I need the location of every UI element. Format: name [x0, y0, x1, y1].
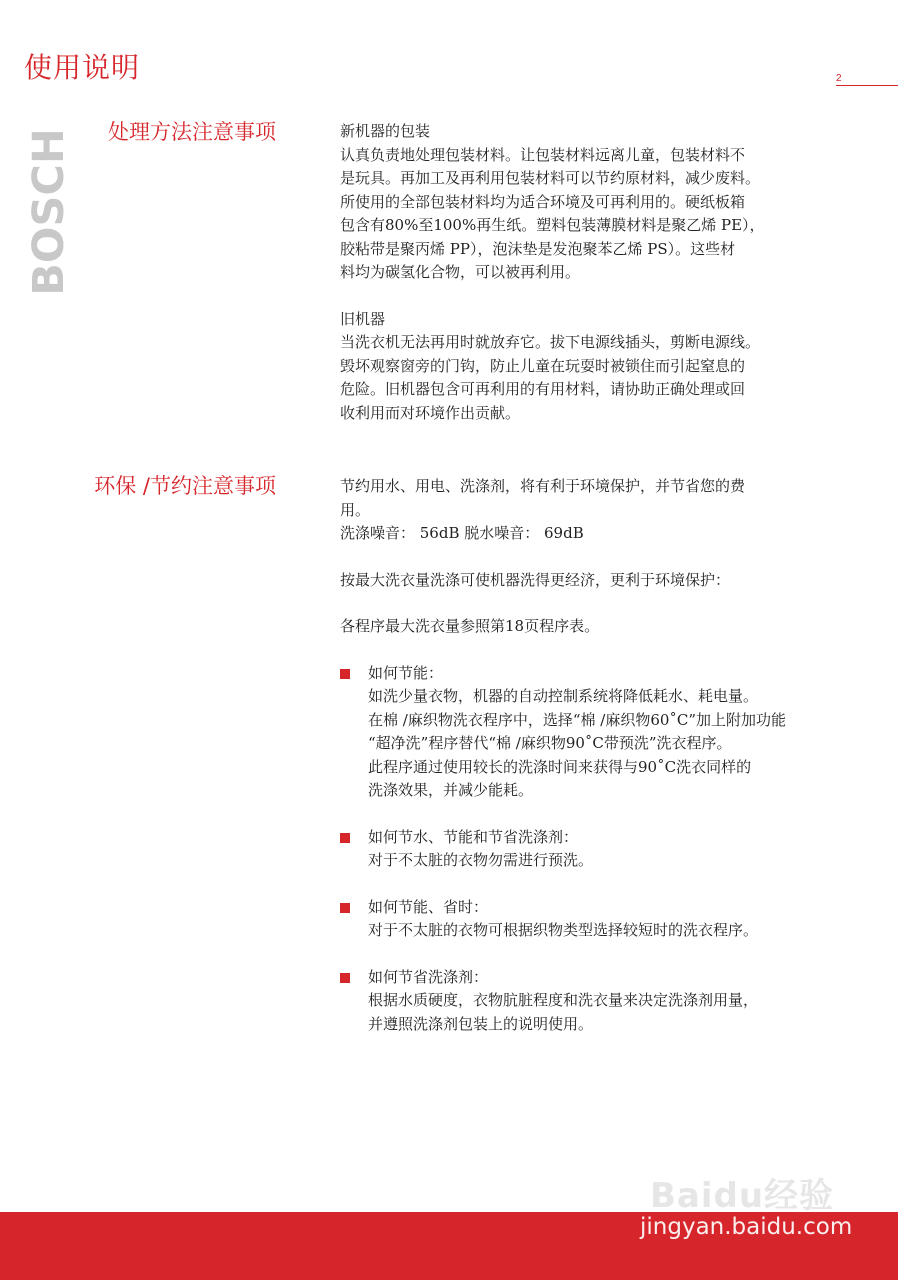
- disposal-section-body: [340, 120, 860, 425]
- new-machine-packaging-paragraph: 新机器的包装 认真负责地处理包装材料。让包装材料远离儿童，包装材料不 是玩具。再加工及再利用包装材料可以节约原材料，减少废料。 所使用的全部包装材料均为适合环境及可再利用的。硬纸板箱 包含有80%至100%再生纸。塑料包装薄膜材料是聚乙烯 PE）， 胶粘带是聚丙烯 PP），泡沫垫是发泡聚苯乙烯 PS）。这些材 料均为碳氢化合物，可以被再利用。: [340, 122, 765, 281]
- bosch-logo-text: BOSCH: [24, 128, 74, 296]
- bullet-square-icon: [340, 903, 350, 913]
- baidu-watermark-logo: Baidu经验: [650, 1176, 835, 1216]
- page-number: 2: [836, 73, 898, 86]
- bullet-square-icon: [340, 833, 350, 843]
- list-item-text: 如何节水、节能和节省洗涤剂： 对于不太脏的衣物勿需进行预洗。: [368, 827, 594, 869]
- list-item-text: 如何节能、省时： 对于不太脏的衣物可根据织物类型选择较短时的洗衣程序。: [368, 897, 759, 939]
- section-title-disposal: 处理方法注意事项: [108, 120, 276, 144]
- list-item-text: 如何节能： 如洗少量衣物，机器的自动控制系统将降低耗水、耗电量。 在棉 /麻织物洗衣程序中，选择“棉 /麻织物60˚C”加上附加功能 “超净洗”程序替代“棉 /麻织物90˚C带预洗”洗衣程序。 此程序通过使用较长的洗涤时间来获得与90˚C洗衣同样的 洗涤效果，并减少能耗。: [368, 663, 787, 799]
- list-item-save-detergent: [340, 966, 890, 1037]
- bosch-logo: [24, 120, 74, 305]
- list-item-save-energy-time: [340, 896, 890, 943]
- program-table-reference-paragraph: 各程序最大洗衣量参照第18页程序表。: [340, 617, 600, 635]
- baidu-watermark-url: jingyan.baidu.com: [640, 1214, 853, 1240]
- bullet-square-icon: [340, 669, 350, 679]
- environment-section-body: [340, 475, 890, 1036]
- list-item-text: 如何节省洗涤剂： 根据水质硬度，衣物肮脏程度和洗衣量来决定洗涤剂用量， 并遵照洗涤剂包装上的说明使用。: [368, 967, 759, 1033]
- list-item-save-energy: [340, 662, 890, 803]
- saving-intro-paragraph: 节约用水、用电、洗涤剂，将有利于环境保护，并节省您的费 用。 洗涤噪音： 56dB 脱水噪音： 69dB: [340, 477, 746, 542]
- page-title: 使用说明: [24, 51, 141, 84]
- bullet-square-icon: [340, 973, 350, 983]
- old-machine-paragraph: 旧机器 当洗衣机无法再用时就放弃它。拔下电源线插头，剪断电源线。 毁坏观察窗旁的门钩，防止儿童在玩耍时被锁住而引起窒息的 危险。旧机器包含可再利用的有用材料，请协助正确处理或回 收利用而对环境作出贡献。: [340, 309, 761, 422]
- section-title-environment: 环保 /节约注意事项: [94, 474, 276, 498]
- max-load-paragraph: 按最大洗衣量洗涤可使机器洗得更经济，更利于环境保护：: [340, 570, 731, 589]
- list-item-save-water-energy-detergent: [340, 826, 890, 873]
